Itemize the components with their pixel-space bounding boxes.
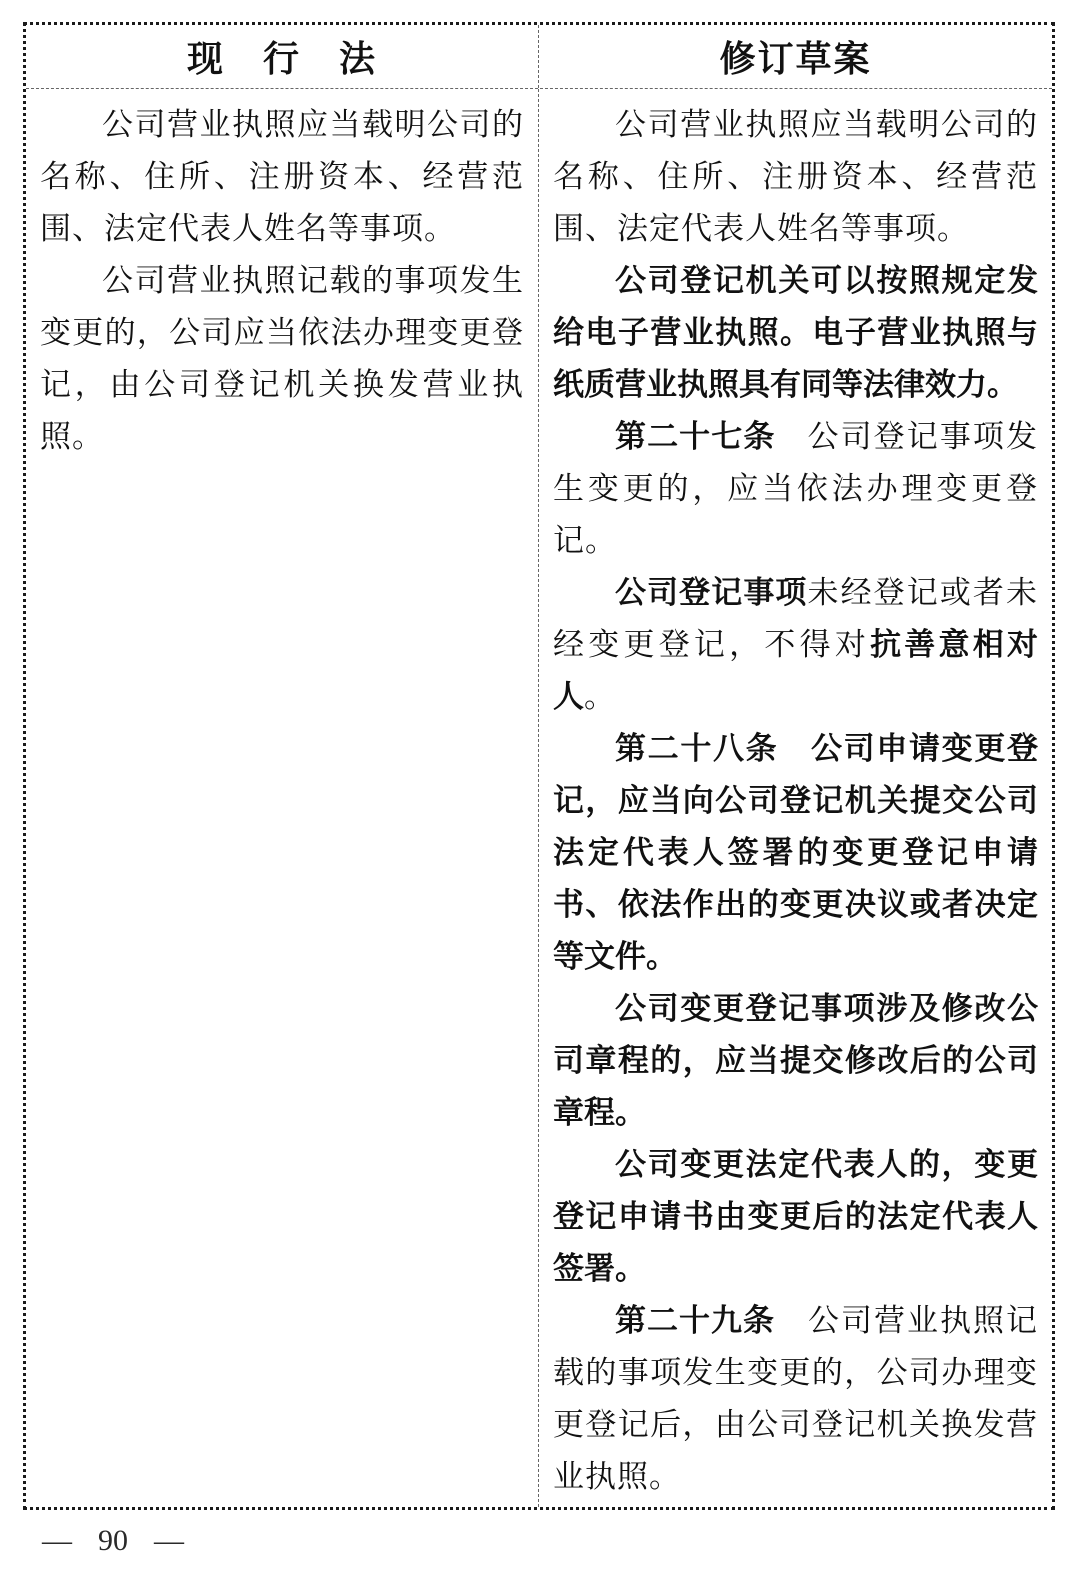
revision-draft-column xyxy=(539,89,1052,1507)
revised-text-run: 公司登记机关可以按照规定发给电子营业执照。电子营业执照与纸质营业执照具有同等法律效力。 xyxy=(553,263,1038,402)
paragraph xyxy=(553,1139,1038,1295)
revised-text-run: 第二十九条 xyxy=(615,1303,775,1338)
paragraph xyxy=(553,255,1038,411)
header-cell-current-law: 现 行 法 xyxy=(186,39,377,79)
paragraph xyxy=(553,1295,1038,1503)
text-run: 公司营业执照应当载明公司的名称、住所、注册资本、经营范围、法定代表人姓名等事项。 xyxy=(40,107,524,246)
current-law-column xyxy=(26,89,538,1507)
revised-text-run: 抗善意相对人 xyxy=(553,627,1039,714)
revised-text-run: 第二十七条 xyxy=(615,419,808,454)
table-header-row xyxy=(26,25,1052,89)
paragraph xyxy=(553,99,1038,255)
revised-text-run: 公司变更法定代表人的，变更登记申请书由变更后的法定代表人签署。 xyxy=(553,1147,1038,1286)
page-footer xyxy=(42,1524,184,1558)
text-run: 。 xyxy=(584,679,616,714)
text-run: 公司营业执照应当载明公司的名称、住所、注册资本、经营范围、法定代表人姓名等事项。 xyxy=(553,107,1038,246)
paragraph xyxy=(40,255,524,463)
text-run: 未经登记或者未经变更登记，不得对 xyxy=(553,575,1038,662)
table-body xyxy=(26,89,1052,1507)
text-run: 公司营业执照记载的事项发生变更的，公司办理变更登记后，由公司登记机关换发营业执照。 xyxy=(553,1303,1038,1494)
revised-text-run: 公司变更登记事项涉及修改公司章程的，应当提交修改后的公司章程。 xyxy=(553,991,1038,1130)
paragraph xyxy=(553,411,1038,567)
revised-text-run: 第二十八条 公司申请变更登记，应当向公司登记机关提交公司法定代表人签署的变更登记申请书、依法作出的变更决议或者决定等文件。 xyxy=(553,731,1038,974)
header-cell-revision-draft: 修订草案 xyxy=(719,39,872,79)
paragraph xyxy=(553,723,1038,983)
footer-left-dash: — xyxy=(42,1524,72,1557)
paragraph xyxy=(553,983,1038,1139)
page-number: 90 xyxy=(98,1524,128,1557)
paragraph xyxy=(553,567,1038,723)
text-run: 公司登记事项发生变更的，应当依法办理变更登记。 xyxy=(553,419,1038,558)
text-run: 公司营业执照记载的事项发生变更的，公司应当依法办理变更登记，由公司登记机关换发营业执照。 xyxy=(40,263,524,454)
comparison-table xyxy=(23,22,1055,1510)
revised-text-run: 公司登记事项 xyxy=(615,575,808,610)
footer-right-dash: — xyxy=(154,1524,184,1557)
paragraph xyxy=(40,99,524,255)
